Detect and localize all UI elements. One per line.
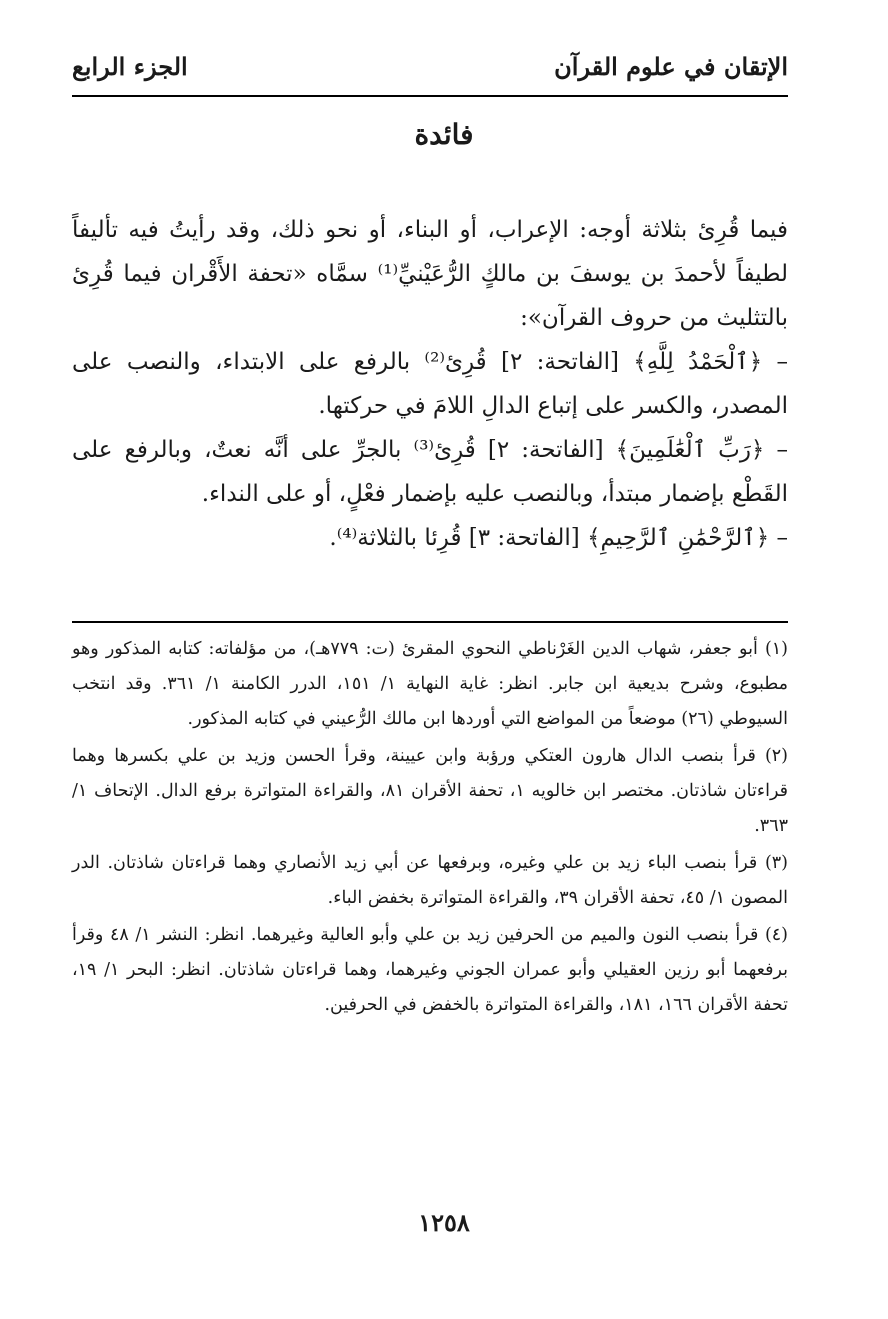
entry-paragraph: – ﴿ٱلرَّحْمَٰنِ ٱلرَّحِيمِ﴾ [الفاتحة: ٣] قُرِئا بالثلاثة⁽⁴⁾. (329, 525, 788, 551)
footnote (72, 918, 788, 1023)
footnote-rule (72, 621, 788, 623)
section-title: فائدة (414, 118, 474, 151)
footnote-number: (٤) (764, 925, 788, 945)
footnote (72, 846, 788, 916)
footnote-number: (١) (764, 639, 788, 659)
running-header-title: الإتقان في علوم القرآن (554, 52, 788, 81)
main-text (72, 208, 788, 560)
entry-paragraph: – ﴿رَبِّ ٱلْعَٰلَمِينَ﴾ [الفاتحة: ٢] قُرِئ⁽³⁾ بالجرِّ على أنَّه نعتٌ، وبالرفع على القَطْع بإضمار مبتدأ، وبالنصب عليه بإضمار فعْلٍ، أو على النداء. (72, 437, 788, 507)
footnote-text: قرأ بنصب النون والميم من الحرفين زيد بن علي وأبو العالية وغيرهما. انظر: النشر ١/ ٤٨ وقرأ برفعهما أبو رزين العقيلي وأبو عمران الجوني وغيرهما، وهما قراءتان شاذتان. انظر: البحر ١/ ١٩، تحفة الأقران ١٦٦، ١٨١، والقراءة المتواترة بالخفض في الحرفين. (72, 925, 788, 1015)
footnote-text: قرأ بنصب الدال هارون العتكي ورؤبة وابن عيينة، وقرأ الحسن وزيد بن علي بكسرها وهما قراءتان شاذتان. مختصر ابن خالويه ١، تحفة الأقران ٨١، والقراءة المتواترة برفع الدال. الإتحاف ١/ ٣٦٣. (72, 746, 788, 836)
header-rule (72, 95, 788, 97)
running-header-volume: الجزء الرابع (72, 52, 188, 81)
footnote (72, 739, 788, 844)
footnote-text: قرأ بنصب الباء زيد بن علي وغيره، وبرفعها عن أبي زيد الأنصاري وهما قراءتان شاذتان. الدر المصون ١/ ٤٥، تحفة الأقران ٣٩، والقراءة المتواترة بخفض الباء. (72, 853, 788, 908)
entry-paragraph: – ﴿ٱلْحَمْدُ لِلَّهِ﴾ [الفاتحة: ٢] قُرِئ⁽²⁾ بالرفع على الابتداء، والنصب على المصدر، والكسر على إتباع الدالِ اللامَ في حركتها. (72, 349, 788, 419)
footnote-number: (٣) (764, 853, 788, 873)
footnotes (72, 632, 788, 1025)
footnote-number: (٢) (764, 746, 788, 766)
footnote-text: أبو جعفر، شهاب الدين الغَرْناطي النحوي المقرئ (ت: ٧٧٩هـ)، من مؤلفاته: كتابه المذكور وهو مطبوع، وشرح بديعية ابن جابر. انظر: غاية النهاية ١/ ١٥١، الدرر الكامنة ١/ ٣٦١. وقد انتخب السيوطي (٢٦) موضعاً من المواضع التي أوردها ابن مالك الرُّعيني في كتابه المذكور. (72, 639, 788, 729)
intro-paragraph: فيما قُرِئ بثلاثة أوجه: الإعراب، أو البناء، أو نحو ذلك، وقد رأيتُ فيه تأليفاً لطيفاً لأحمدَ بن يوسفَ بن مالكٍ الرُّعَيْنيِّ⁽¹⁾ سمَّاه «تحفة الأَقْران فيما قُرِئ بالتثليث من حروف القرآن»: (72, 217, 788, 331)
page-number: ١٢٥٨ (418, 1208, 470, 1237)
footnote (72, 632, 788, 737)
